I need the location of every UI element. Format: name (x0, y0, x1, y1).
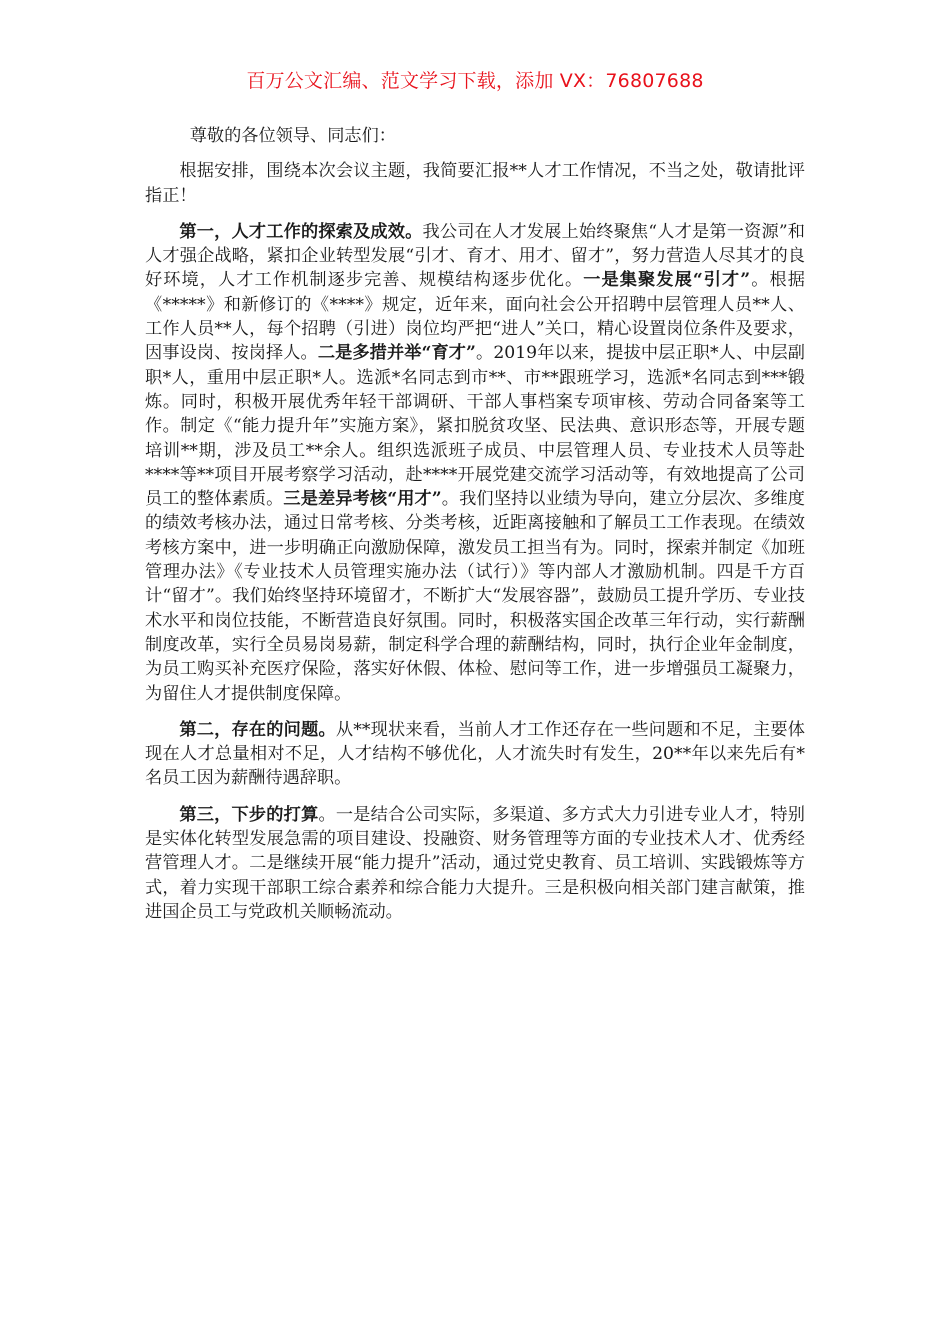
section-3-paragraph (145, 803, 805, 924)
section-2-text: 从**现状来看，当前人才工作还存在一些问题和不足，主要体现在人才总量相对不足，人才结构不够优化，人才流失时有发生，20**年以来先后有*名员工因为薪酬待遇辞职。 (145, 719, 805, 789)
section-3-text: 。一是结合公司实际，多渠道、多方式大力引进专业人才，特别是实体化转型发展急需的项目建设、投融资、财务管理等方面的专业技术人才、优秀经营管理人才。二是继续开展“能力提升”活动，通过党史教育、员工培训、实践锻炼等方式，着力实现干部职工综合素养和综合能力大提升。三是积极向相关部门建言献策，推进国企员工与党政机关顺畅流动。 (145, 804, 805, 922)
section-1-text-2: 。根据《*****》和新修订的《****》规定，近年来，面向社会公开招聘中层管理人员**人、工作人员**人，每个招聘（引进）岗位均严把“进人”关口，精心设置岗位条件及要求，因事设岗、按岗择人。 (145, 270, 805, 364)
section-1-paragraph (145, 220, 805, 706)
section-2-paragraph (145, 718, 805, 791)
promo-banner: 百万公文汇编、范文学习下载，添加 VX：76807688 (246, 70, 704, 92)
section-1-heading: 第一，人才工作的探索及成效。 (179, 221, 423, 242)
section-1-point-2: 二是多措并举“育才” (317, 343, 476, 364)
section-1-text-3: 。2019年以来，提拔中层正职*人、中层副职*人，重用中层正职*人。选派*名同志到市**、市**跟班学习，选派*名同志到***锻炼。同时，积极开展优秀年轻干部调研、干部人事档案专项审核、劳动合同备案等工作。制定《“能力提升年”实施方案》，紧扣脱贫攻坚、民法典、意识形态等，开展专题培训**期，涉及员工**余人。组织选派班子成员、中层管理人员、专业技术人员等赴****等**项目开展考察学习活动，赴****开展党建交流学习活动等，有效地提高了公司员工的整体素质。 (145, 343, 805, 510)
section-3-heading: 第三，下步的打算 (179, 804, 319, 825)
section-1-text-1: 我公司在人才发展上始终聚焦“人才是第一资源”和人才强企战略，紧扣企业转型发展“引才、育才、用才、留才”，努力营造人尽其才的良好环境，人才工作机制逐步完善、规模结构逐步优化。 (145, 221, 805, 291)
intro-paragraph: 根据安排，围绕本次会议主题，我简要汇报**人才工作情况，不当之处，敬请批评指正！ (145, 161, 805, 206)
document-body (145, 124, 805, 924)
section-2-heading: 第二，存在的问题。 (179, 719, 336, 740)
section-1-point-3: 三是差异考核“用才” (283, 489, 442, 510)
section-1-point-1: 一是集聚发展“引才” (583, 270, 751, 291)
salutation: 尊敬的各位领导、同志们： (189, 126, 396, 146)
section-1-text-4: 。我们坚持以业绩为导向，建立分层次、多维度的绩效考核办法，通过日常考核、分类考核，近距离接触和了解员工工作表现。在绩效考核方案中，进一步明确正向激励保障，激发员工担当有为。同时，探索并制定《加班管理办法》《专业技术人员管理实施办法（试行）》等内部人才激励机制。四是千方百计“留才”。我们始终坚持环境留才，不断扩大“发展容器”，鼓励员工提升学历、专业技术水平和岗位技能，不断营造良好氛围。同时，积极落实国企改革三年行动，实行薪酬制度改革，实行全员易岗易薪，制定科学合理的薪酬结构，同时，执行企业年金制度，为员工购买补充医疗保险，落实好休假、体检、慰问等工作，进一步增强员工凝聚力，为留住人才提供制度保障。 (145, 489, 805, 704)
